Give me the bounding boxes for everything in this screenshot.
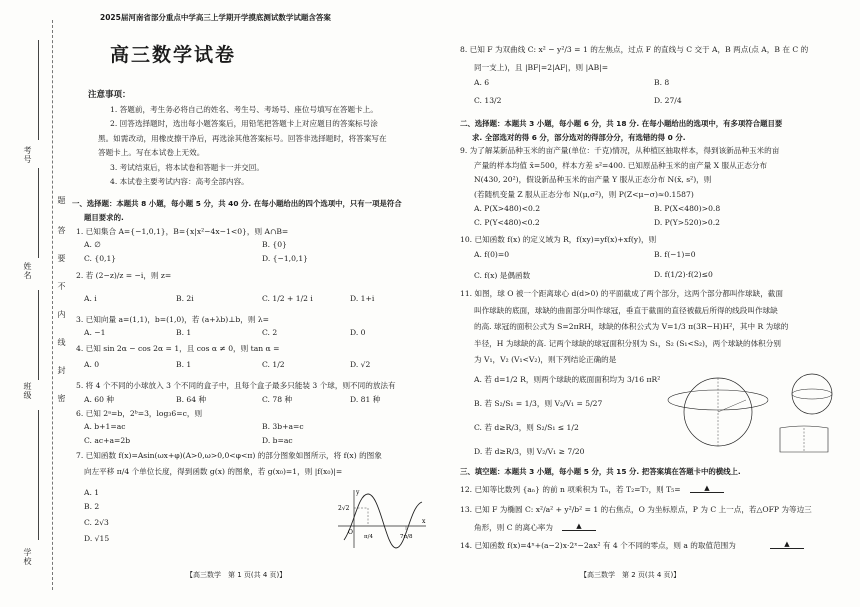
q13-stem-1: 13. 已知 F 为椭圆 C: x²/a² + y²/b² = 1 的右焦点，O 为坐标原点，P 为 C 上一点，若△OFP 为等边三	[460, 505, 812, 514]
q11-line: 11. 如图，球 O 被一个距离球心 d(d>0) 的平面截成了两个部分，这两个部分都叫作球缺，截面	[460, 289, 783, 298]
q10-opt-c: C. f(x) 是偶函数	[474, 271, 531, 280]
q11-opt-a: A. 若 d=1/2 R，则两个球缺的底面面积均为 3/16 πR²	[474, 375, 661, 384]
q11-sphere-figure	[654, 370, 848, 456]
x-mark-1: π/4	[364, 534, 373, 540]
note-item: 1. 答题前，考生务必将自己的姓名、考生号、考场号、座位号填写在答题卡上。	[110, 104, 378, 114]
q2-opt-c: C. 1/2 + 1/2 i	[262, 294, 313, 303]
q9-opt-c: C. P(Y<480)<0.2	[474, 218, 540, 227]
q6-stem: 6. 已知 2ᵃ=b，2ᵇ=3，log₃6=c，则	[76, 409, 203, 418]
q7-opt-a: A. 1	[84, 488, 100, 497]
x-axis-label: x	[422, 518, 426, 525]
q13-blank	[562, 522, 596, 531]
y-axis-label: y	[356, 489, 360, 496]
y-mark: 2√2	[338, 505, 350, 512]
q11-line: 半径，H 为球缺的高. 记两个球缺的球冠面积分别为 S₁，S₂ (S₁<S₂)，两个球缺的体积分别	[474, 338, 781, 348]
origin-label: O	[348, 529, 353, 536]
label-name: 姓名	[23, 262, 32, 280]
section3-title: 三、填空题：本题共 3 小题，每小题 5 分，共 15 分. 把答案填在答题卡中的横线上.	[460, 467, 741, 476]
section1-title: 一、选择题：本题共 8 小题，每小题 5 分，共 40 分. 在每小题给出的四个选项中，只有一项是符合	[72, 199, 402, 208]
seal-char: 题	[57, 196, 66, 204]
note-item: 3. 考试结束后，将本试卷和答题卡一并交回。	[110, 162, 264, 172]
q2-opt-b: B. 2i	[176, 294, 194, 303]
section2-title: 二、选择题：本题共 3 小题，每小题 6 分，共 18 分. 在每小题给出的选项中，有多项符合题目要	[460, 119, 783, 128]
seal-char: 封	[57, 366, 66, 374]
q7-opt-b: B. 2	[84, 502, 100, 511]
seal-char: 密	[57, 394, 66, 402]
seal-char: 要	[57, 254, 66, 262]
q5-opt-b: B. 64 种	[176, 395, 207, 404]
q6-opt-a: A. b+1=ac	[84, 422, 126, 431]
radius	[718, 400, 746, 412]
q3-opt-d: D. 0	[350, 328, 366, 337]
document-header: 2025届河南省部分重点中学高三上学期开学摸底测试数学试题含答案	[100, 13, 331, 22]
blank-between	[38, 168, 39, 258]
answer-blank: ▲	[562, 522, 596, 531]
q14-blank	[770, 540, 804, 549]
q11-stem	[460, 286, 788, 369]
q14-stem: 14. 已知函数 f(x)=4ˣ+(a−2)x·2ˣ−2ax² 有 4 个不同的零点，则 a 的取值范围为	[460, 541, 736, 550]
q4-opt-c: C. 1/2	[262, 360, 285, 369]
q9-opt-b: B. P(X<480)>0.8	[654, 204, 721, 213]
q6-opt-c: C. ac+a=2b	[84, 436, 131, 445]
q9-line: (若随机变量 Z 服从正态分布 N(μ,σ²)，则 P(Z<μ−σ)≈0.1587)	[474, 189, 694, 199]
seal-char: 答	[57, 226, 66, 234]
q4-opt-a: A. 0	[84, 360, 100, 369]
q10-opt-d: D. f(1/2)·f(2)≤0	[654, 270, 713, 279]
q4-opt-d: D. √2	[350, 360, 371, 369]
q1-opt-a: A. ∅	[84, 240, 101, 249]
q9-opt-d: D. P(Y>520)>0.2	[654, 218, 720, 227]
q5-opt-c: C. 78 种	[262, 395, 293, 404]
notes	[88, 88, 387, 190]
cap-sphere	[792, 374, 832, 414]
q8-opt-b: B. 8	[654, 78, 670, 87]
q2-stem: 2. 若 (2−z)/z = −i，则 z=	[76, 271, 172, 280]
q8-stem-1: 8. 已知 F 为双曲线 C: x² − y²/3 = 1 的左焦点，过点 F 的直线与 C 交于 A，B 两点(点 A，B 在 C 的	[460, 45, 809, 54]
q7-stem-1: 7. 已知函数 f(x)=Asin(ωx+φ)(A>0,ω>0,0<φ<π) 的部分图象如图所示，将 f(x) 的图象	[76, 451, 382, 460]
binding-strip	[0, 0, 66, 607]
q5-opt-a: A. 60 种	[84, 395, 114, 404]
note-item: 黑。如需改动，用橡皮擦干净后，再选涂其他答案标号。回答非选择题时，将答案写在	[98, 133, 387, 143]
seal-line	[52, 20, 53, 590]
q4-stem: 4. 已知 sin 2α − cos 2α = 1，且 cos α ≠ 0，则 tan α =	[76, 344, 280, 353]
label-school: 学校	[23, 548, 32, 566]
notes-heading: 注意事项：	[88, 90, 131, 100]
label-class: 班级	[23, 382, 32, 400]
q10-opt-a: A. f(0)=0	[474, 250, 510, 259]
q9-line: 产量的样本均值 x̄=500，样本方差 s²=400. 已知原品种玉米的亩产量 X 服从正态分布	[474, 160, 768, 170]
q9-stem	[460, 144, 779, 202]
seal-char: 内	[57, 310, 66, 318]
q11-opt-c: C. 若 d≥R/3，则 S₂/S₁ ≤ 1/2	[474, 423, 579, 432]
q1-opt-d: D. {−1,0,1}	[262, 254, 308, 263]
footer-right: 【高三数学 第 2 页(共 4 页)】	[580, 571, 681, 579]
label-exam-no: 考号	[23, 146, 32, 164]
q7-opt-c: C. 2√3	[84, 518, 109, 527]
seal-char: 不	[57, 282, 66, 290]
q1-opt-c: C. {0,1}	[84, 254, 117, 263]
q2-opt-d: D. 1+i	[350, 294, 375, 303]
q3-opt-b: B. 1	[176, 328, 192, 337]
q8-opt-a: A. 6	[474, 78, 490, 87]
seal-char: 线	[57, 338, 66, 346]
q1-opt-b: B. {0}	[262, 240, 287, 249]
blank-class	[38, 410, 39, 540]
q11-opt-b: B. 若 S₂/S₁ = 1/3，则 V₂/V₁ = 5/27	[474, 399, 603, 408]
q3-opt-c: C. 2	[262, 328, 278, 337]
section2-title-2: 求. 全部选对的得 6 分，部分选对的得部分分，有选错的得 0 分.	[472, 133, 686, 142]
q8-opt-d: D. 27/4	[654, 96, 682, 105]
x-mark-2: 7π/8	[400, 534, 413, 540]
q7-sine-graph	[334, 486, 430, 552]
q6-opt-d: D. b=ac	[262, 436, 293, 445]
q8-stem-2: 同一支上)，且 |BF|=2|AF|，则 |AB|=	[474, 63, 609, 72]
q7-opt-d: D. √15	[84, 534, 110, 543]
q9-line: N(430, 20²)，假设新品种玉米的亩产量 Y 服从正态分布 N(x̄, s²)，则	[474, 175, 712, 184]
q9-opt-a: A. P(X>480)<0.2	[474, 204, 541, 213]
note-item: 4. 本试卷主要考试内容：高考全部内容。	[110, 177, 249, 186]
cap-base	[792, 389, 832, 399]
answer-blank: ▲	[770, 540, 804, 549]
q12-blank	[690, 484, 724, 493]
q1-stem: 1. 已知集合 A={−1,0,1}，B={x|x²−4x−1<0}，则 A∩B=	[76, 227, 289, 236]
note-item: 答题卡上。写在本试卷上无效。	[98, 148, 205, 157]
blank-exam-no	[38, 40, 39, 140]
q13-stem-2: 角形，则 C 的离心率为	[474, 523, 553, 532]
q4-opt-b: B. 1	[176, 360, 192, 369]
q5-opt-d: D. 81 种	[350, 395, 381, 404]
q3-stem: 3. 已知向量 a=(1,1)，b=(1,0)，若 (a+λb)⊥b，则 λ=	[76, 315, 270, 324]
q5-stem: 5. 将 4 个不同的小球放入 3 个不同的盒子中，且每个盒子最多只能装 3 个球，则不同的放法有	[76, 381, 396, 390]
q11-line: 叫作球缺的底面，球缺的曲面部分叫作球冠，垂直于截面的直径被截后所得的线段叫作球缺	[474, 305, 778, 315]
footer-left: 【高三数学 第 1 页(共 4 页)】	[186, 571, 287, 579]
q9-line: 9. 为了解某新品种玉米的亩产量(单位：千克)情况，从种植区抽取样本，得到该新品种玉米的亩	[460, 146, 780, 155]
q8-opt-c: C. 13/2	[474, 96, 502, 105]
section1-title-2: 题目要求的.	[84, 213, 124, 222]
q12-stem: 12. 已知等比数列 {aₙ} 的前 n 项乘积为 Tₙ，若 T₂=T₇，则 T₅=	[460, 485, 681, 494]
q7-stem-2: 向左平移 π/4 个单位长度，得到函数 g(x) 的图象，若 g(x₀)=1，则 |f(x₀)|=	[84, 467, 343, 476]
blank-name	[38, 290, 39, 380]
q10-stem: 10. 已知函数 f(x) 的定义域为 R，f(xy)=yf(x)+xf(y)，则	[460, 235, 657, 244]
q11-opt-d: D. 若 d≥R/3，则 V₂/V₁ ≥ 7/20	[474, 447, 585, 456]
q6-opt-b: B. 3b+a=c	[262, 422, 304, 431]
q11-line: 为 V₁，V₂ (V₁<V₂)，则下列结论正确的是	[474, 355, 617, 364]
note-item: 2. 回答选择题时，选出每小题答案后，用铅笔把答题卡上对应题目的答案标号涂	[110, 119, 378, 128]
q2-opt-a: A. i	[84, 294, 97, 303]
q10-opt-b: B. f(−1)=0	[654, 250, 696, 259]
q11-line: 的高. 球冠的面积公式为 S=2πRH，球缺的体积公式为 V=1/3 π(3R−H)H²，其中 R 为球的	[474, 322, 789, 331]
page-title: 高三数学试卷	[110, 44, 237, 66]
q3-opt-a: A. −1	[84, 328, 106, 337]
answer-blank: ▲	[690, 484, 724, 493]
